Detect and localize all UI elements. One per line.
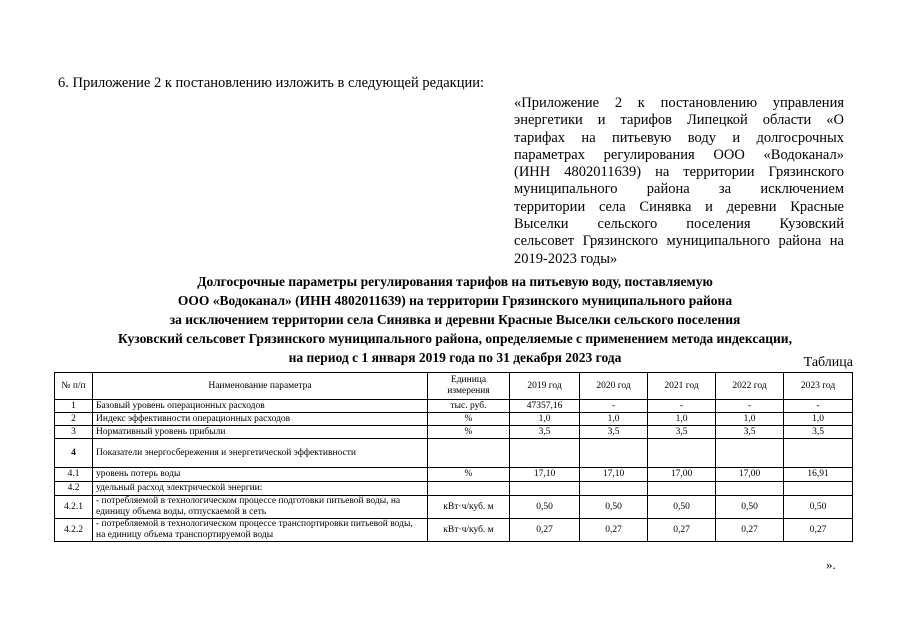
table-row [55,519,853,542]
row-value-2020: 0,27 [580,519,648,542]
row-value-2021: 3,5 [648,426,716,439]
appendix-reference [514,95,844,268]
row-unit: тыс. руб. [428,400,510,413]
row-value-2023 [784,439,853,468]
row-value-2020: 1,0 [580,413,648,426]
row-value-2020: 0,50 [580,496,648,519]
row-value-2020 [580,482,648,496]
row-value-2021: 0,27 [648,519,716,542]
row-value-2021: 17,00 [648,468,716,482]
header-2019: 2019 год [510,373,580,400]
title-line: за исключением территории села Синявка и деревни Красные Выселки сельского поселения [169,312,741,327]
table-row [55,413,853,426]
row-value-2019: 3,5 [510,426,580,439]
row-name: - потребляемой в технологическом процессе подготовки питьевой воды, на единицу объема воды, отпускаемой в сеть [93,496,428,519]
row-num: 3 [55,426,93,439]
row-num: 4.2 [55,482,93,496]
row-num: 1 [55,400,93,413]
row-unit: кВт·ч/куб. м [428,519,510,542]
row-value-2022: 3,5 [716,426,784,439]
row-value-2020: 3,5 [580,426,648,439]
row-value-2023: 16,91 [784,468,853,482]
row-value-2020: - [580,400,648,413]
parameters-table [54,372,853,542]
table-row [55,496,853,519]
table-row [55,426,853,439]
row-value-2021 [648,482,716,496]
appendix-line: сельсовет Грязинского муниципального района на [514,233,844,250]
row-value-2020 [580,439,648,468]
row-value-2021: 1,0 [648,413,716,426]
table-row [55,468,853,482]
row-value-2022 [716,482,784,496]
appendix-line: территории села Синявка и деревни Красные [514,198,844,215]
appendix-line: муниципального района за исключением [514,181,844,198]
row-num: 4.2.1 [55,496,93,519]
row-value-2023: 3,5 [784,426,853,439]
appendix-line: энергетики и тарифов Липецкой области «О [514,112,844,129]
row-value-2022: - [716,400,784,413]
row-value-2019 [510,482,580,496]
header-num: № п/п [55,373,93,400]
row-value-2019: 0,50 [510,496,580,519]
row-unit: % [428,468,510,482]
header-name: Наименование параметра [93,373,428,400]
closing-quote: ». [826,557,836,572]
row-name: Базовый уровень операционных расходов [93,400,428,413]
row-value-2019: 1,0 [510,413,580,426]
row-unit [428,439,510,468]
title-line: на период с 1 января 2019 года по 31 декабря 2023 года [288,350,622,365]
row-name: удельный расход электрической энергии: [93,482,428,496]
row-name: Показатели энергосбережения и энергетической эффективности [93,439,428,468]
row-unit: % [428,413,510,426]
table-row [55,400,853,413]
row-num: 4 [55,439,93,468]
row-name: Нормативный уровень прибыли [93,426,428,439]
row-value-2019 [510,439,580,468]
row-value-2022: 1,0 [716,413,784,426]
header-2022: 2022 год [716,373,784,400]
row-value-2020: 17,10 [580,468,648,482]
document-title [40,272,870,367]
header-2021: 2021 год [648,373,716,400]
row-value-2022: 17,00 [716,468,784,482]
row-value-2023 [784,482,853,496]
table-caption: Таблица [803,355,853,370]
title-line: Кузовский сельсовет Грязинского муниципального района, определяемые с применением метода индексации, [118,331,792,346]
row-value-2022 [716,439,784,468]
row-value-2021: - [648,400,716,413]
header-2023: 2023 год [784,373,853,400]
appendix-line: параметрах регулирования ООО «Водоканал» [514,146,844,163]
row-num: 4.2.2 [55,519,93,542]
intro-paragraph: 6. Приложение 2 к постановлению изложить в следующей редакции: [58,75,485,91]
row-num: 4.1 [55,468,93,482]
row-value-2023: 0,27 [784,519,853,542]
row-num: 2 [55,413,93,426]
row-name: - потребляемой в технологическом процессе транспортировки питьевой воды, на единицу объема транспортируемой воды [93,519,428,542]
row-unit: кВт·ч/куб. м [428,496,510,519]
table-row [55,439,853,468]
table-row [55,482,853,496]
row-value-2023: - [784,400,853,413]
title-line: ООО «Водоканал» (ИНН 4802011639) на территории Грязинского муниципального района [177,293,733,308]
appendix-line: Выселки сельского поселения Кузовский [514,216,844,233]
header-unit: Единица измерения [428,373,510,400]
appendix-line: «Приложение 2 к постановлению управления [514,95,844,111]
row-value-2023: 1,0 [784,413,853,426]
appendix-line: тарифах на питьевую воду и долгосрочных [514,129,844,146]
table-header-row [55,373,853,400]
row-value-2022: 0,27 [716,519,784,542]
row-value-2021 [648,439,716,468]
title-line: Долгосрочные параметры регулирования тарифов на питьевую воду, поставляемую [197,274,713,289]
row-value-2019: 47357,16 [510,400,580,413]
row-unit: % [428,426,510,439]
header-2020: 2020 год [580,373,648,400]
row-value-2019: 17,10 [510,468,580,482]
row-value-2021: 0,50 [648,496,716,519]
row-value-2019: 0,27 [510,519,580,542]
row-value-2022: 0,50 [716,496,784,519]
row-value-2023: 0,50 [784,496,853,519]
row-name: уровень потерь воды [93,468,428,482]
appendix-line: 2019-2023 годы» [514,250,618,267]
row-name: Индекс эффективности операционных расходов [93,413,428,426]
row-unit [428,482,510,496]
appendix-line: (ИНН 4802011639) на территории Грязинского [514,164,844,181]
